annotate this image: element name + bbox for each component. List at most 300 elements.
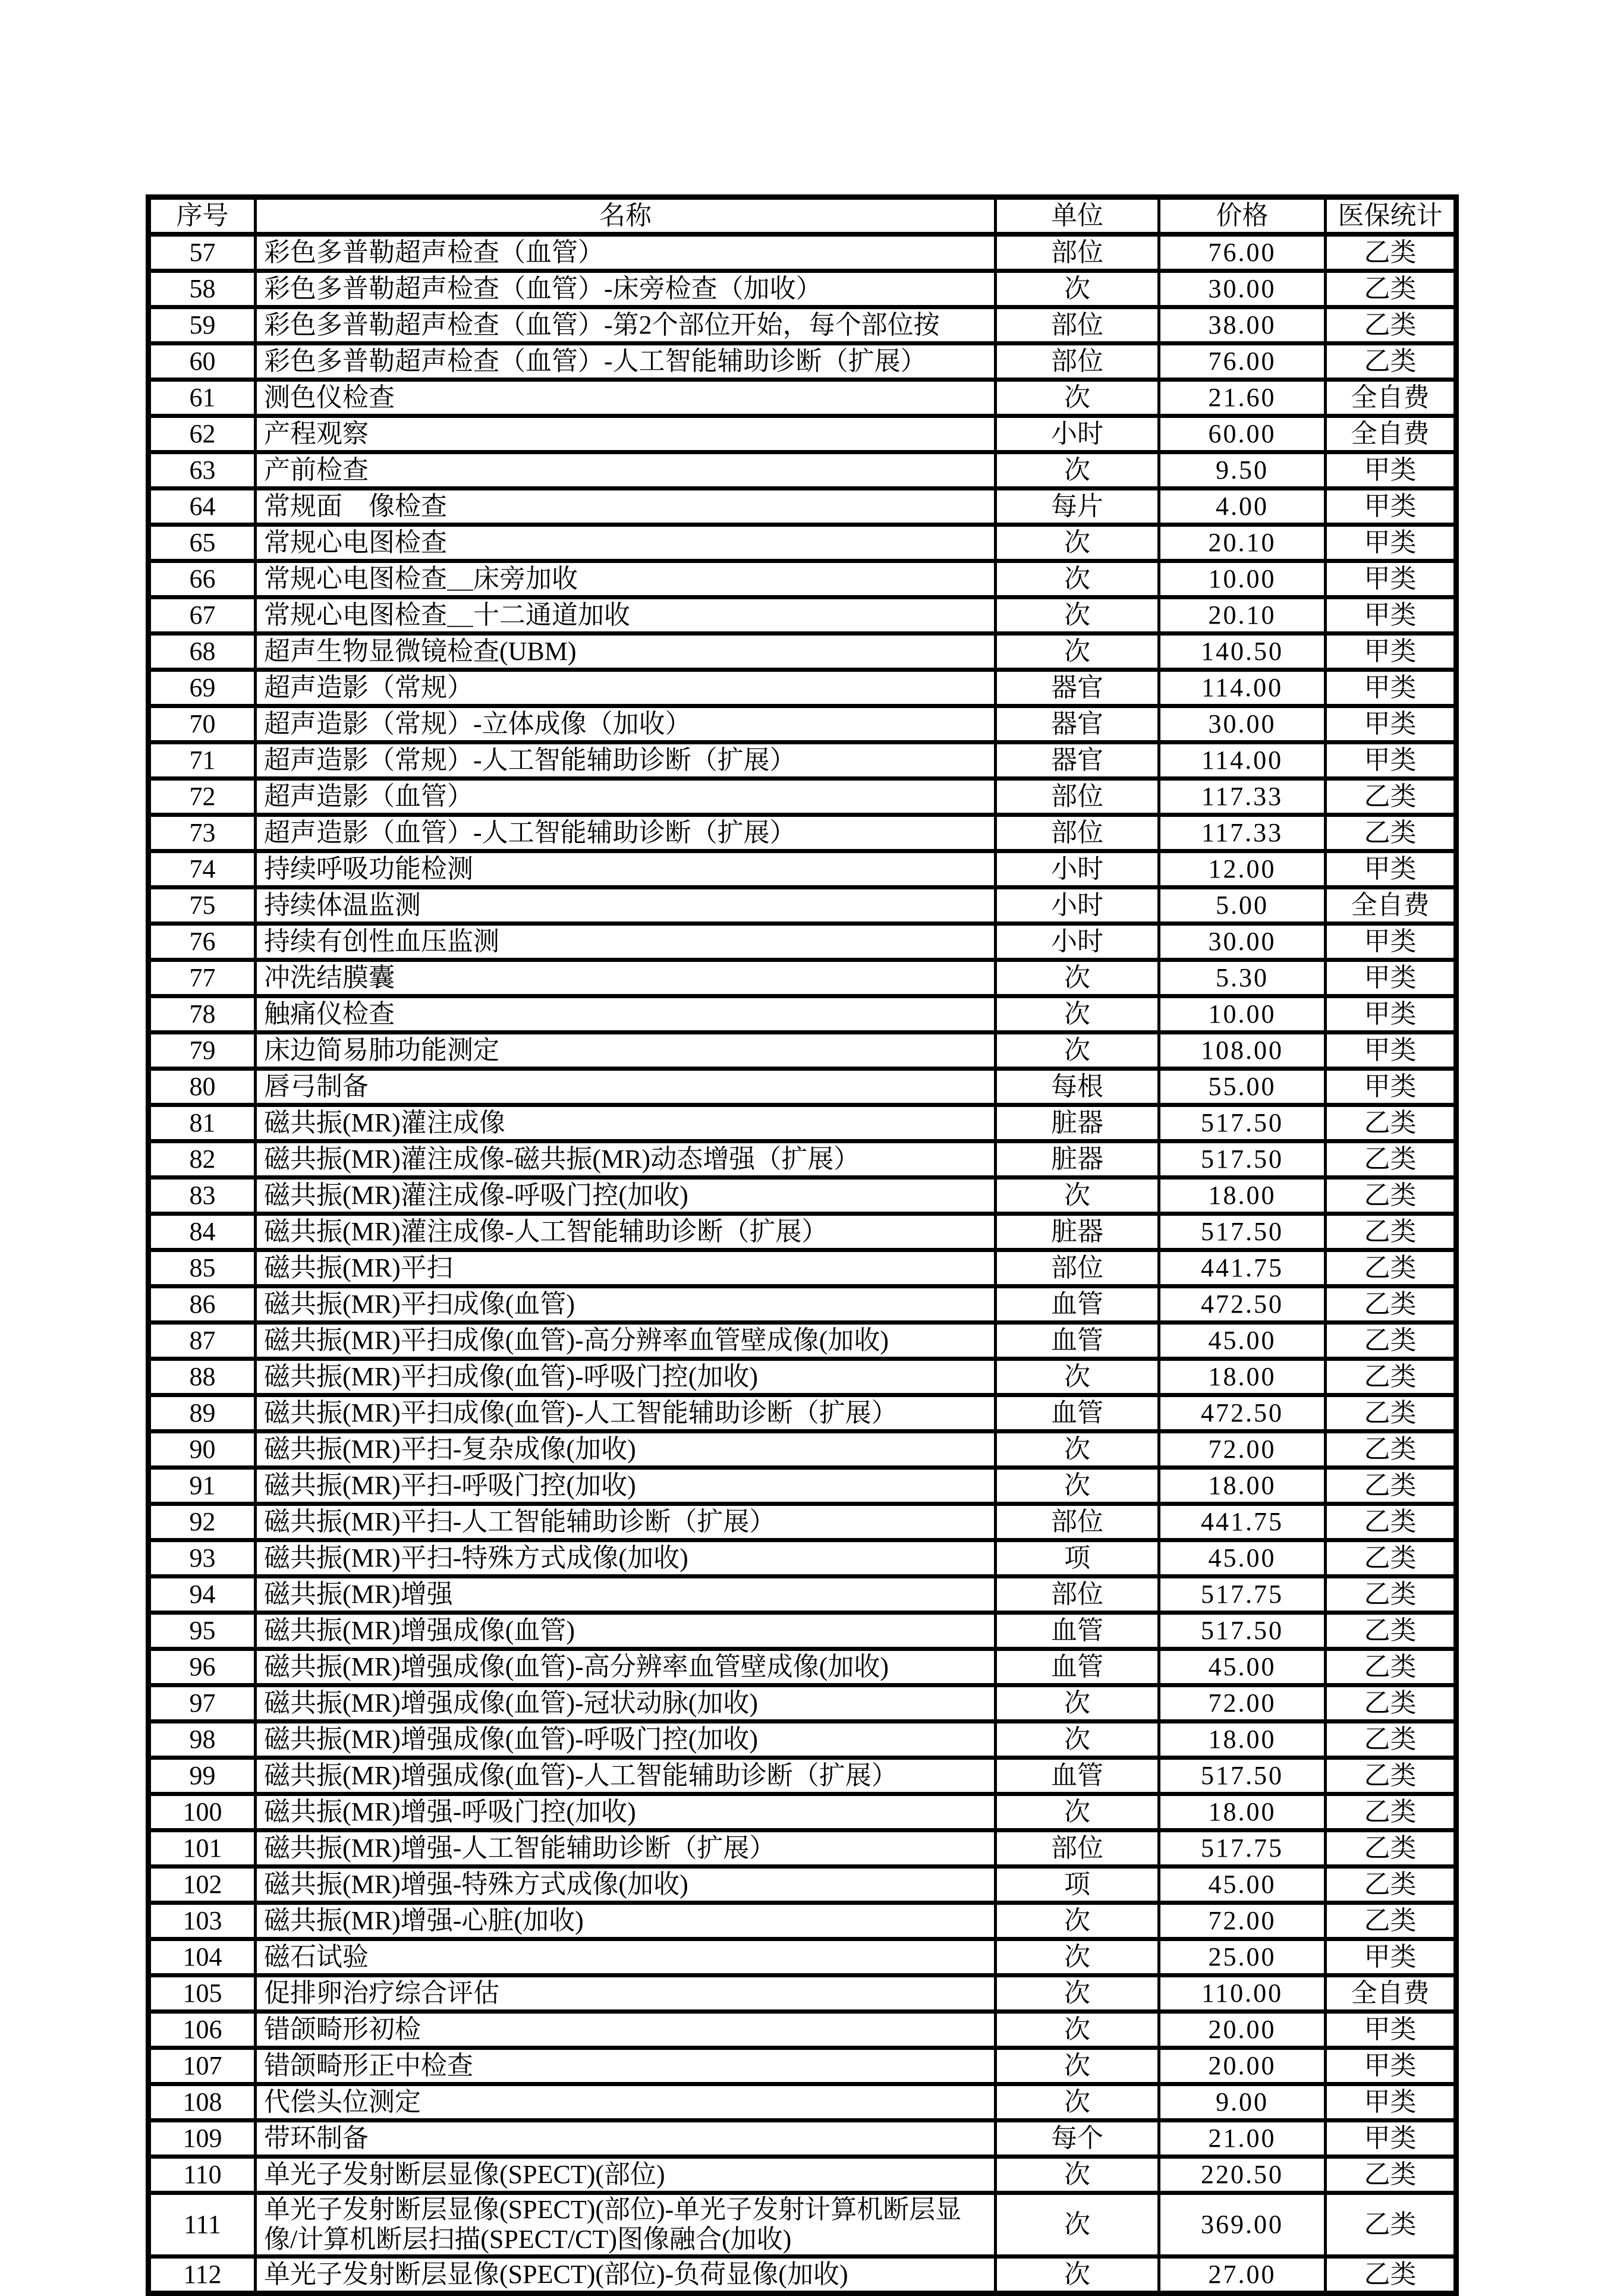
cell-price: 20.00	[1159, 2048, 1326, 2084]
cell-index: 103	[149, 1903, 256, 1939]
cell-name: 超声造影（血管）-人工智能辅助诊断（扩展）	[256, 815, 996, 851]
table-row	[149, 634, 1456, 670]
cell-index: 93	[149, 1540, 256, 1577]
cell-price: 30.00	[1159, 924, 1326, 960]
cell-name: 磁共振(MR)增强-特殊方式成像(加收)	[256, 1867, 996, 1903]
cell-index: 90	[149, 1432, 256, 1468]
cell-price: 76.00	[1159, 234, 1326, 271]
cell-index: 68	[149, 634, 256, 670]
cell-price: 45.00	[1159, 1649, 1326, 1685]
cell-insurance: 全自费	[1326, 416, 1456, 452]
cell-unit: 每片	[996, 489, 1159, 525]
cell-insurance: 甲类	[1326, 634, 1456, 670]
cell-insurance: 甲类	[1326, 597, 1456, 634]
cell-name: 彩色多普勒超声检查（血管）-床旁检查（加收）	[256, 271, 996, 307]
cell-insurance: 甲类	[1326, 1069, 1456, 1105]
cell-index: 81	[149, 1105, 256, 1141]
cell-price: 5.00	[1159, 888, 1326, 924]
cell-price: 27.00	[1159, 2257, 1326, 2294]
cell-index: 80	[149, 1069, 256, 1105]
cell-index: 83	[149, 1178, 256, 1214]
table-row	[149, 307, 1456, 344]
cell-insurance: 乙类	[1326, 815, 1456, 851]
cell-index: 102	[149, 1867, 256, 1903]
cell-name: 磁共振(MR)增强成像(血管)-呼吸门控(加收)	[256, 1722, 996, 1758]
cell-unit: 次	[996, 634, 1159, 670]
cell-unit: 次	[996, 525, 1159, 561]
cell-unit: 血管	[996, 1287, 1159, 1323]
cell-insurance: 甲类	[1326, 924, 1456, 960]
cell-unit: 次	[996, 1359, 1159, 1395]
cell-insurance: 乙类	[1326, 1105, 1456, 1141]
cell-price: 517.50	[1159, 1613, 1326, 1649]
table-row	[149, 1359, 1456, 1395]
table-row	[149, 1468, 1456, 1504]
cell-name: 促排卵治疗综合评估	[256, 1976, 996, 2012]
cell-unit: 部位	[996, 307, 1159, 344]
cell-unit: 血管	[996, 1613, 1159, 1649]
cell-name: 单光子发射断层显像(SPECT)(部位)-单光子发射计算机断层显像/计算机断层扫描(SPECT/CT)图像融合(加收)	[256, 2193, 996, 2257]
cell-insurance: 乙类	[1326, 307, 1456, 344]
cell-unit: 部位	[996, 1250, 1159, 1287]
cell-name: 测色仪检查	[256, 380, 996, 416]
cell-price: 60.00	[1159, 416, 1326, 452]
cell-insurance: 全自费	[1326, 888, 1456, 924]
cell-insurance: 乙类	[1326, 1577, 1456, 1613]
cell-insurance: 乙类	[1326, 1287, 1456, 1323]
cell-unit: 次	[996, 1432, 1159, 1468]
table-row	[149, 1432, 1456, 1468]
cell-price: 12.00	[1159, 851, 1326, 888]
table-row	[149, 1685, 1456, 1722]
cell-insurance: 甲类	[1326, 996, 1456, 1033]
cell-unit: 血管	[996, 1758, 1159, 1794]
cell-price: 72.00	[1159, 1432, 1326, 1468]
table-row	[149, 1323, 1456, 1359]
cell-name: 磁共振(MR)平扫-人工智能辅助诊断（扩展）	[256, 1504, 996, 1540]
cell-index: 98	[149, 1722, 256, 1758]
cell-name: 磁共振(MR)平扫成像(血管)-人工智能辅助诊断（扩展）	[256, 1395, 996, 1432]
cell-name: 床边简易肺功能测定	[256, 1033, 996, 1069]
cell-price: 55.00	[1159, 1069, 1326, 1105]
table-row	[149, 1214, 1456, 1250]
table-row	[149, 1178, 1456, 1214]
cell-name: 彩色多普勒超声检查（血管）-人工智能辅助诊断（扩展）	[256, 344, 996, 380]
table-row	[149, 888, 1456, 924]
table-row	[149, 1287, 1456, 1323]
cell-price: 45.00	[1159, 1323, 1326, 1359]
cell-insurance: 甲类	[1326, 489, 1456, 525]
cell-insurance: 甲类	[1326, 670, 1456, 706]
table-row	[149, 2157, 1456, 2193]
cell-index: 82	[149, 1141, 256, 1178]
header-row	[149, 197, 1456, 235]
table-row	[149, 1722, 1456, 1758]
cell-unit: 次	[996, 561, 1159, 597]
cell-index: 59	[149, 307, 256, 344]
cell-index: 65	[149, 525, 256, 561]
cell-insurance: 乙类	[1326, 1323, 1456, 1359]
cell-index: 58	[149, 271, 256, 307]
cell-price: 114.00	[1159, 743, 1326, 779]
cell-price: 4.00	[1159, 489, 1326, 525]
table-row	[149, 271, 1456, 307]
cell-insurance: 乙类	[1326, 2157, 1456, 2193]
cell-unit: 血管	[996, 1323, 1159, 1359]
cell-unit: 次	[996, 2257, 1159, 2294]
cell-price: 117.33	[1159, 815, 1326, 851]
table-row	[149, 815, 1456, 851]
cell-unit: 次	[996, 1178, 1159, 1214]
cell-name: 彩色多普勒超声检查（血管）	[256, 234, 996, 271]
cell-name: 磁共振(MR)平扫-呼吸门控(加收)	[256, 1468, 996, 1504]
cell-unit: 脏器	[996, 1141, 1159, 1178]
cell-price: 30.00	[1159, 271, 1326, 307]
cell-insurance: 甲类	[1326, 561, 1456, 597]
cell-insurance: 乙类	[1326, 1540, 1456, 1577]
cell-price: 18.00	[1159, 1722, 1326, 1758]
cell-insurance: 乙类	[1326, 1613, 1456, 1649]
cell-insurance: 乙类	[1326, 1830, 1456, 1867]
cell-name: 彩色多普勒超声检查（血管）-第2个部位开始，每个部位按	[256, 307, 996, 344]
table-row	[149, 851, 1456, 888]
cell-insurance: 甲类	[1326, 2048, 1456, 2084]
cell-unit: 部位	[996, 1577, 1159, 1613]
table-row	[149, 380, 1456, 416]
cell-name: 超声造影（血管）	[256, 779, 996, 815]
cell-price: 72.00	[1159, 1903, 1326, 1939]
cell-name: 常规心电图检查＿十二通道加收	[256, 597, 996, 634]
column-header-unit: 单位	[996, 197, 1159, 235]
table-row	[149, 996, 1456, 1033]
table-row	[149, 344, 1456, 380]
cell-unit: 每根	[996, 1069, 1159, 1105]
cell-unit: 小时	[996, 924, 1159, 960]
cell-name: 磁共振(MR)增强成像(血管)-高分辨率血管壁成像(加收)	[256, 1649, 996, 1685]
cell-price: 220.50	[1159, 2157, 1326, 2193]
cell-index: 96	[149, 1649, 256, 1685]
cell-name: 单光子发射断层显像(SPECT)(部位)-负荷显像(加收)	[256, 2257, 996, 2294]
cell-name: 常规面 像检查	[256, 489, 996, 525]
cell-insurance: 乙类	[1326, 1867, 1456, 1903]
cell-index: 94	[149, 1577, 256, 1613]
cell-index: 78	[149, 996, 256, 1033]
cell-price: 517.50	[1159, 1758, 1326, 1794]
cell-insurance: 乙类	[1326, 1178, 1456, 1214]
cell-unit: 次	[996, 960, 1159, 996]
column-header-index: 序号	[149, 197, 256, 235]
cell-name: 磁共振(MR)增强-人工智能辅助诊断（扩展）	[256, 1830, 996, 1867]
cell-unit: 血管	[996, 1395, 1159, 1432]
cell-unit: 次	[996, 380, 1159, 416]
cell-name: 磁共振(MR)增强成像(血管)-人工智能辅助诊断（扩展）	[256, 1758, 996, 1794]
cell-price: 517.50	[1159, 1214, 1326, 1250]
cell-price: 18.00	[1159, 1468, 1326, 1504]
cell-index: 88	[149, 1359, 256, 1395]
cell-index: 89	[149, 1395, 256, 1432]
cell-price: 517.50	[1159, 1141, 1326, 1178]
table-row	[149, 1903, 1456, 1939]
cell-name: 磁共振(MR)增强	[256, 1577, 996, 1613]
cell-index: 61	[149, 380, 256, 416]
table-row	[149, 2257, 1456, 2294]
cell-unit: 次	[996, 1794, 1159, 1830]
cell-price: 369.00	[1159, 2193, 1326, 2257]
cell-name: 持续有创性血压监测	[256, 924, 996, 960]
cell-price: 114.00	[1159, 670, 1326, 706]
table-row	[149, 525, 1456, 561]
cell-index: 105	[149, 1976, 256, 2012]
column-header-price: 价格	[1159, 197, 1326, 235]
cell-price: 517.50	[1159, 1105, 1326, 1141]
cell-index: 85	[149, 1250, 256, 1287]
cell-index: 74	[149, 851, 256, 888]
cell-price: 441.75	[1159, 1250, 1326, 1287]
table-row	[149, 1976, 1456, 2012]
cell-insurance: 甲类	[1326, 525, 1456, 561]
cell-insurance: 乙类	[1326, 1794, 1456, 1830]
cell-price: 140.50	[1159, 634, 1326, 670]
cell-index: 67	[149, 597, 256, 634]
cell-name: 超声造影（常规）	[256, 670, 996, 706]
cell-insurance: 乙类	[1326, 1758, 1456, 1794]
cell-insurance: 甲类	[1326, 2012, 1456, 2048]
column-header-name: 名称	[256, 197, 996, 235]
cell-insurance: 乙类	[1326, 1685, 1456, 1722]
table-row	[149, 960, 1456, 996]
cell-name: 磁共振(MR)平扫成像(血管)-高分辨率血管壁成像(加收)	[256, 1323, 996, 1359]
cell-index: 112	[149, 2257, 256, 2294]
cell-unit: 次	[996, 2012, 1159, 2048]
cell-insurance: 甲类	[1326, 851, 1456, 888]
cell-name: 唇弓制备	[256, 1069, 996, 1105]
table-row	[149, 1395, 1456, 1432]
table-row	[149, 416, 1456, 452]
cell-insurance: 乙类	[1326, 1722, 1456, 1758]
cell-price: 108.00	[1159, 1033, 1326, 1069]
cell-unit: 部位	[996, 1830, 1159, 1867]
cell-index: 84	[149, 1214, 256, 1250]
cell-index: 91	[149, 1468, 256, 1504]
cell-insurance: 甲类	[1326, 2121, 1456, 2157]
cell-name: 磁共振(MR)增强成像(血管)	[256, 1613, 996, 1649]
cell-index: 87	[149, 1323, 256, 1359]
cell-index: 57	[149, 234, 256, 271]
table-row	[149, 1033, 1456, 1069]
table-row	[149, 561, 1456, 597]
cell-unit: 次	[996, 271, 1159, 307]
cell-name: 触痛仪检查	[256, 996, 996, 1033]
cell-index: 111	[149, 2193, 256, 2257]
cell-insurance: 乙类	[1326, 1649, 1456, 1685]
cell-index: 86	[149, 1287, 256, 1323]
cell-name: 磁共振(MR)增强-心脏(加收)	[256, 1903, 996, 1939]
cell-name: 超声造影（常规）-立体成像（加收）	[256, 706, 996, 743]
cell-name: 错颌畸形初检	[256, 2012, 996, 2048]
cell-unit: 部位	[996, 815, 1159, 851]
cell-price: 517.75	[1159, 1577, 1326, 1613]
cell-unit: 小时	[996, 888, 1159, 924]
table-row	[149, 2048, 1456, 2084]
cell-name: 磁共振(MR)灌注成像-呼吸门控(加收)	[256, 1178, 996, 1214]
cell-price: 45.00	[1159, 1867, 1326, 1903]
cell-unit: 脏器	[996, 1214, 1159, 1250]
cell-name: 超声造影（常规）-人工智能辅助诊断（扩展）	[256, 743, 996, 779]
cell-price: 38.00	[1159, 307, 1326, 344]
cell-price: 25.00	[1159, 1939, 1326, 1976]
cell-index: 70	[149, 706, 256, 743]
cell-unit: 次	[996, 2084, 1159, 2121]
cell-name: 磁共振(MR)增强-呼吸门控(加收)	[256, 1794, 996, 1830]
cell-index: 75	[149, 888, 256, 924]
cell-name: 带环制备	[256, 2121, 996, 2157]
price-table	[146, 194, 1459, 2296]
cell-price: 45.00	[1159, 1540, 1326, 1577]
cell-index: 62	[149, 416, 256, 452]
cell-price: 9.50	[1159, 452, 1326, 489]
cell-index: 107	[149, 2048, 256, 2084]
cell-index: 77	[149, 960, 256, 996]
cell-name: 磁共振(MR)平扫-复杂成像(加收)	[256, 1432, 996, 1468]
cell-index: 60	[149, 344, 256, 380]
table-row	[149, 1649, 1456, 1685]
table-row	[149, 1830, 1456, 1867]
cell-unit: 次	[996, 2048, 1159, 2084]
cell-name: 单光子发射断层显像(SPECT)(部位)	[256, 2157, 996, 2193]
cell-index: 101	[149, 1830, 256, 1867]
table-row	[149, 670, 1456, 706]
cell-index: 69	[149, 670, 256, 706]
cell-name: 超声生物显微镜检查(UBM)	[256, 634, 996, 670]
cell-insurance: 甲类	[1326, 743, 1456, 779]
cell-unit: 小时	[996, 851, 1159, 888]
cell-insurance: 全自费	[1326, 380, 1456, 416]
cell-name: 产程观察	[256, 416, 996, 452]
cell-unit: 次	[996, 2193, 1159, 2257]
table-row	[149, 1794, 1456, 1830]
cell-name: 代偿头位测定	[256, 2084, 996, 2121]
cell-price: 441.75	[1159, 1504, 1326, 1540]
cell-unit: 器官	[996, 670, 1159, 706]
cell-name: 磁共振(MR)平扫	[256, 1250, 996, 1287]
cell-insurance: 乙类	[1326, 1214, 1456, 1250]
cell-price: 30.00	[1159, 706, 1326, 743]
table-row	[149, 743, 1456, 779]
cell-price: 21.00	[1159, 2121, 1326, 2157]
cell-unit: 次	[996, 1976, 1159, 2012]
cell-insurance: 乙类	[1326, 1468, 1456, 1504]
cell-unit: 血管	[996, 1649, 1159, 1685]
cell-price: 76.00	[1159, 344, 1326, 380]
cell-insurance: 乙类	[1326, 1504, 1456, 1540]
cell-index: 104	[149, 1939, 256, 1976]
cell-insurance: 乙类	[1326, 234, 1456, 271]
cell-insurance: 甲类	[1326, 2084, 1456, 2121]
table-row	[149, 706, 1456, 743]
cell-index: 100	[149, 1794, 256, 1830]
cell-index: 79	[149, 1033, 256, 1069]
cell-price: 517.75	[1159, 1830, 1326, 1867]
table-row	[149, 1613, 1456, 1649]
cell-unit: 项	[996, 1540, 1159, 1577]
cell-unit: 次	[996, 1903, 1159, 1939]
cell-unit: 次	[996, 1722, 1159, 1758]
cell-insurance: 乙类	[1326, 1250, 1456, 1287]
cell-insurance: 乙类	[1326, 1432, 1456, 1468]
cell-unit: 每个	[996, 2121, 1159, 2157]
cell-price: 110.00	[1159, 1976, 1326, 2012]
cell-unit: 脏器	[996, 1105, 1159, 1141]
cell-price: 18.00	[1159, 1794, 1326, 1830]
table-row	[149, 1250, 1456, 1287]
cell-unit: 次	[996, 2157, 1159, 2193]
cell-insurance: 乙类	[1326, 1141, 1456, 1178]
cell-index: 95	[149, 1613, 256, 1649]
table-row	[149, 2012, 1456, 2048]
cell-unit: 次	[996, 597, 1159, 634]
cell-insurance: 乙类	[1326, 1903, 1456, 1939]
table-row	[149, 1758, 1456, 1794]
cell-name: 冲洗结膜囊	[256, 960, 996, 996]
cell-name: 产前检查	[256, 452, 996, 489]
cell-index: 92	[149, 1504, 256, 1540]
cell-insurance: 甲类	[1326, 1033, 1456, 1069]
cell-name: 磁共振(MR)灌注成像-磁共振(MR)动态增强（扩展）	[256, 1141, 996, 1178]
cell-name: 磁共振(MR)增强成像(血管)-冠状动脉(加收)	[256, 1685, 996, 1722]
cell-unit: 部位	[996, 234, 1159, 271]
cell-unit: 次	[996, 1033, 1159, 1069]
table-row	[149, 1069, 1456, 1105]
table-row	[149, 2084, 1456, 2121]
cell-name: 常规心电图检查	[256, 525, 996, 561]
table-row	[149, 924, 1456, 960]
table-row	[149, 489, 1456, 525]
cell-insurance: 乙类	[1326, 271, 1456, 307]
cell-price: 72.00	[1159, 1685, 1326, 1722]
cell-insurance: 甲类	[1326, 706, 1456, 743]
cell-index: 64	[149, 489, 256, 525]
table-row	[149, 1141, 1456, 1178]
cell-insurance: 甲类	[1326, 960, 1456, 996]
cell-price: 20.10	[1159, 525, 1326, 561]
cell-index: 97	[149, 1685, 256, 1722]
cell-index: 99	[149, 1758, 256, 1794]
cell-name: 磁共振(MR)平扫-特殊方式成像(加收)	[256, 1540, 996, 1577]
cell-index: 76	[149, 924, 256, 960]
cell-price: 472.50	[1159, 1395, 1326, 1432]
cell-unit: 次	[996, 996, 1159, 1033]
cell-index: 71	[149, 743, 256, 779]
table-row	[149, 1105, 1456, 1141]
cell-name: 常规心电图检查＿床旁加收	[256, 561, 996, 597]
cell-insurance: 甲类	[1326, 1939, 1456, 1976]
cell-unit: 器官	[996, 706, 1159, 743]
cell-name: 磁共振(MR)平扫成像(血管)	[256, 1287, 996, 1323]
cell-unit: 次	[996, 1939, 1159, 1976]
table-row	[149, 2193, 1456, 2257]
cell-index: 63	[149, 452, 256, 489]
cell-insurance: 乙类	[1326, 2257, 1456, 2294]
cell-insurance: 乙类	[1326, 2193, 1456, 2257]
cell-insurance: 乙类	[1326, 344, 1456, 380]
table-row	[149, 452, 1456, 489]
cell-price: 9.00	[1159, 2084, 1326, 2121]
cell-name: 磁共振(MR)灌注成像-人工智能辅助诊断（扩展）	[256, 1214, 996, 1250]
cell-insurance: 全自费	[1326, 1976, 1456, 2012]
cell-name: 持续体温监测	[256, 888, 996, 924]
cell-unit: 部位	[996, 779, 1159, 815]
cell-name: 磁共振(MR)平扫成像(血管)-呼吸门控(加收)	[256, 1359, 996, 1395]
